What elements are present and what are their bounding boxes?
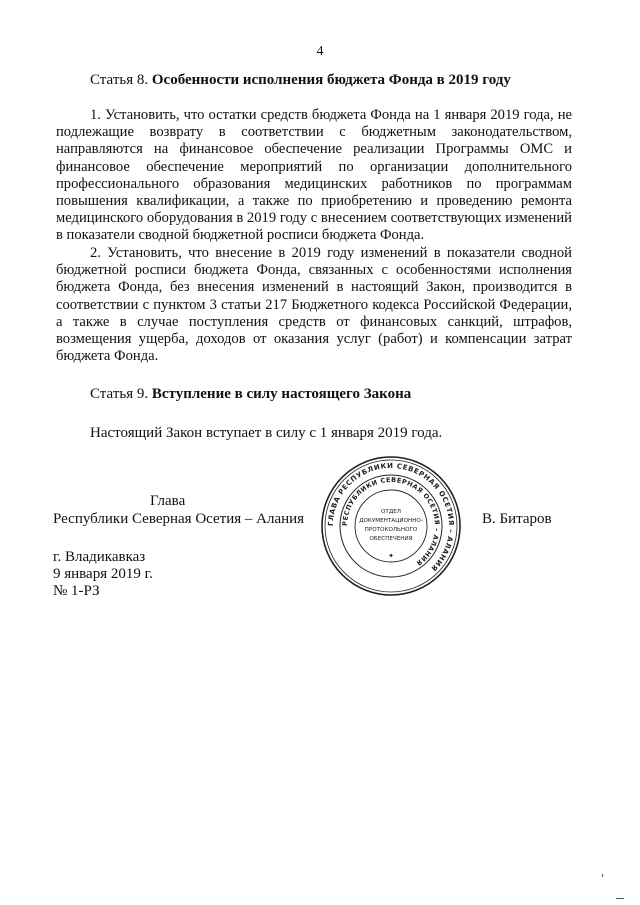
seal-outer-ring-text: ГЛАВА РЕСПУБЛИКИ СЕВЕРНАЯ ОСЕТИЯ – АЛАНИЯ: [326, 461, 456, 573]
article-8-paragraph-2-text: 2. Установить, что внесение в 2019 году изменений в показатели сводной бюджетной росписи бюджета Фонда, связанных с особенностями исполнения бюджета Фонда, без внесения изменений в настоящий Закон, производится в соответствии с пунктом 3 статьи 217 Бюджетного кодекса Российской Федерации, а также в случае поступления средств от финансовых санкций, штрафов, возмещения ущерба, доходов от оказания услуг (работ) и компенсации затрат бюджета Фонда.: [56, 245, 572, 365]
article-9-heading: [90, 386, 411, 403]
article-8-paragraph-1-text: 1. Установить, что остатки средств бюджета Фонда на 1 января 2019 года, не подлежащие возврату в соответствии с бюджетным законодательством, направляются на финансовое обеспечение реализации Программы ОМС и финансовое обеспечение мероприятий по организации дополнительного профессионального образования медицинских работников по программам повышения квалификации, а также по приобретению и проведению ремонта медицинского оборудования в 2019 году с внесением соответствующих изменений в показатели сводной бюджетной росписи бюджета Фонда.: [56, 107, 572, 244]
seal-star-icon: ✦: [388, 552, 394, 560]
page-number: 4: [316, 44, 324, 59]
article-9-label: Статья 9.: [90, 386, 149, 402]
law-number: № 1-РЗ: [53, 583, 100, 599]
scan-artifact-mark: [602, 874, 603, 877]
article-8-paragraph-2: [56, 245, 572, 365]
signatory-name: В. Битаров: [482, 511, 552, 527]
signing-date: 9 января 2019 г.: [53, 566, 153, 582]
article-8-paragraph-1: [56, 107, 572, 245]
seal-inner-ring-text: РЕСПУБЛИКИ СЕВЕРНАЯ ОСЕТИЯ – АЛАНИЯ: [340, 475, 442, 568]
scan-artifact-mark: [616, 898, 624, 899]
seal-center-line-2: ДОКУМЕНТАЦИОННО-: [359, 518, 423, 524]
signing-city: г. Владикавказ: [53, 549, 146, 565]
signatory-subtitle: Республики Северная Осетия – Алания: [53, 511, 305, 527]
article-8-title: Особенности исполнения бюджета Фонда в 2019 году: [151, 72, 511, 88]
article-9-text: Настоящий Закон вступает в силу с 1 января 2019 года.: [90, 425, 443, 441]
seal-center-line-1: ОТДЕЛ: [381, 509, 401, 515]
article-8-label: Статья 8.: [90, 72, 149, 88]
signatory-title: Глава: [150, 493, 186, 509]
official-seal-stamp: [320, 455, 462, 597]
seal-center-line-4: ОБЕСПЕЧЕНИЯ: [369, 536, 413, 542]
article-8-heading: [90, 72, 511, 89]
article-9-title: Вступление в силу настоящего Закона: [151, 386, 412, 402]
seal-center-line-3: ПРОТОКОЛЬНОГО: [364, 527, 418, 533]
